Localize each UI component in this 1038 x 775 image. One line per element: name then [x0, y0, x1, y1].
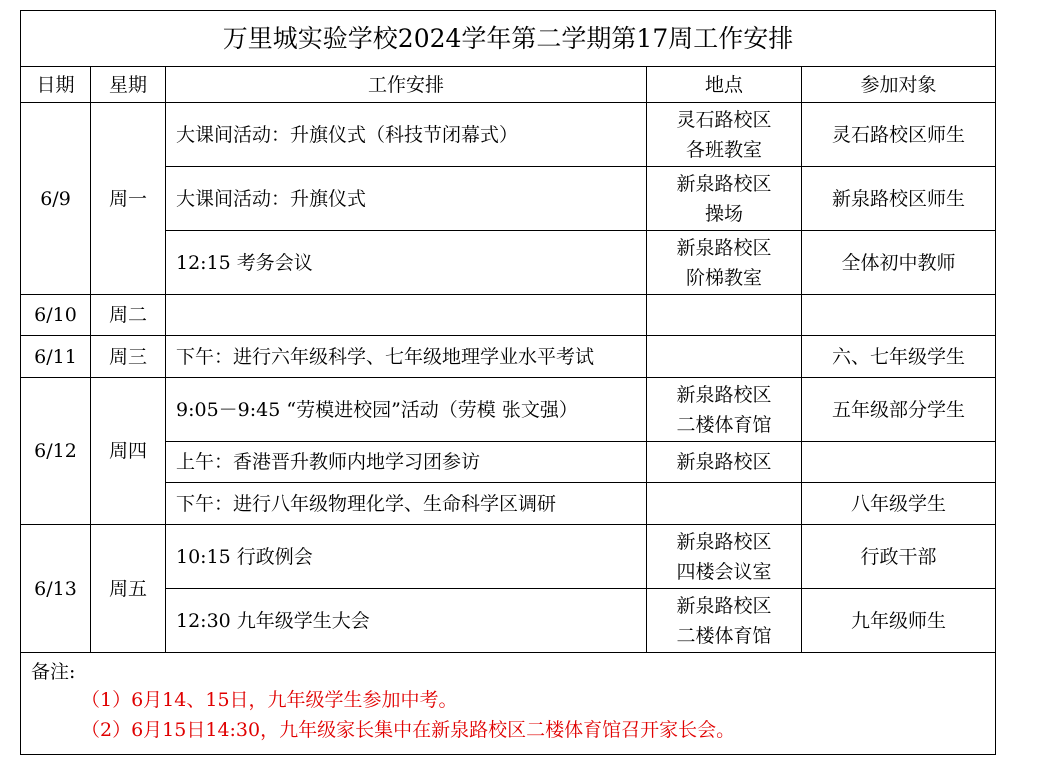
work-cell: 12:15 考务会议 [166, 231, 647, 295]
notes-section [21, 653, 996, 755]
weekday-cell: 周三 [91, 336, 166, 378]
table-row [21, 103, 996, 167]
schedule-table [20, 10, 996, 755]
table-row [21, 231, 996, 295]
participants-cell: 九年级师生 [802, 589, 996, 653]
location-cell [647, 295, 802, 336]
header-location: 地点 [647, 67, 802, 103]
date-cell: 6/9 [21, 103, 91, 295]
table-row [21, 442, 996, 483]
location-cell: 新泉路校区 二楼体育馆 [647, 378, 802, 442]
participants-cell: 五年级部分学生 [802, 378, 996, 442]
header-date: 日期 [21, 67, 91, 103]
participants-cell [802, 295, 996, 336]
participants-cell: 行政干部 [802, 525, 996, 589]
work-cell: 12:30 九年级学生大会 [166, 589, 647, 653]
header-row [21, 67, 996, 103]
table-row [21, 336, 996, 378]
participants-cell: 全体初中教师 [802, 231, 996, 295]
header-work: 工作安排 [166, 67, 647, 103]
weekday-cell: 周一 [91, 103, 166, 295]
date-cell: 6/12 [21, 378, 91, 525]
notes-row [21, 653, 996, 755]
location-cell: 新泉路校区 [647, 442, 802, 483]
table-row [21, 378, 996, 442]
location-cell: 灵石路校区 各班教室 [647, 103, 802, 167]
header-participants: 参加对象 [802, 67, 996, 103]
date-cell: 6/11 [21, 336, 91, 378]
note-item: （2）6月15日14:30，九年级家长集中在新泉路校区二楼体育馆召开家长会。 [81, 719, 736, 741]
weekday-cell: 周四 [91, 378, 166, 525]
location-cell: 新泉路校区 操场 [647, 167, 802, 231]
location-cell: 新泉路校区 阶梯教室 [647, 231, 802, 295]
work-cell: 下午：进行八年级物理化学、生命科学区调研 [166, 483, 647, 525]
document-title: 万里城实验学校2024学年第二学期第17周工作安排 [21, 11, 996, 67]
work-cell: 上午：香港晋升教师内地学习团参访 [166, 442, 647, 483]
participants-cell: 八年级学生 [802, 483, 996, 525]
work-cell: 大课间活动：升旗仪式（科技节闭幕式） [166, 103, 647, 167]
weekday-cell: 周五 [91, 525, 166, 653]
date-cell: 6/13 [21, 525, 91, 653]
work-cell: 下午：进行六年级科学、七年级地理学业水平考试 [166, 336, 647, 378]
location-cell: 新泉路校区 四楼会议室 [647, 525, 802, 589]
table-row [21, 525, 996, 589]
header-weekday: 星期 [91, 67, 166, 103]
table-row [21, 483, 996, 525]
location-cell [647, 336, 802, 378]
participants-cell: 新泉路校区师生 [802, 167, 996, 231]
location-cell: 新泉路校区 二楼体育馆 [647, 589, 802, 653]
table-row [21, 295, 996, 336]
table-row [21, 167, 996, 231]
location-cell [647, 483, 802, 525]
work-cell [166, 295, 647, 336]
weekday-cell: 周二 [91, 295, 166, 336]
schedule-document [20, 10, 995, 755]
participants-cell: 六、七年级学生 [802, 336, 996, 378]
work-cell: 大课间活动：升旗仪式 [166, 167, 647, 231]
date-cell: 6/10 [21, 295, 91, 336]
table-row [21, 589, 996, 653]
notes-label: 备注: [31, 661, 76, 683]
note-item: （1）6月14、15日，九年级学生参加中考。 [81, 689, 458, 711]
participants-cell [802, 442, 996, 483]
work-cell: 10:15 行政例会 [166, 525, 647, 589]
work-cell: 9:05－9:45 “劳模进校园”活动（劳模 张文强） [166, 378, 647, 442]
participants-cell: 灵石路校区师生 [802, 103, 996, 167]
